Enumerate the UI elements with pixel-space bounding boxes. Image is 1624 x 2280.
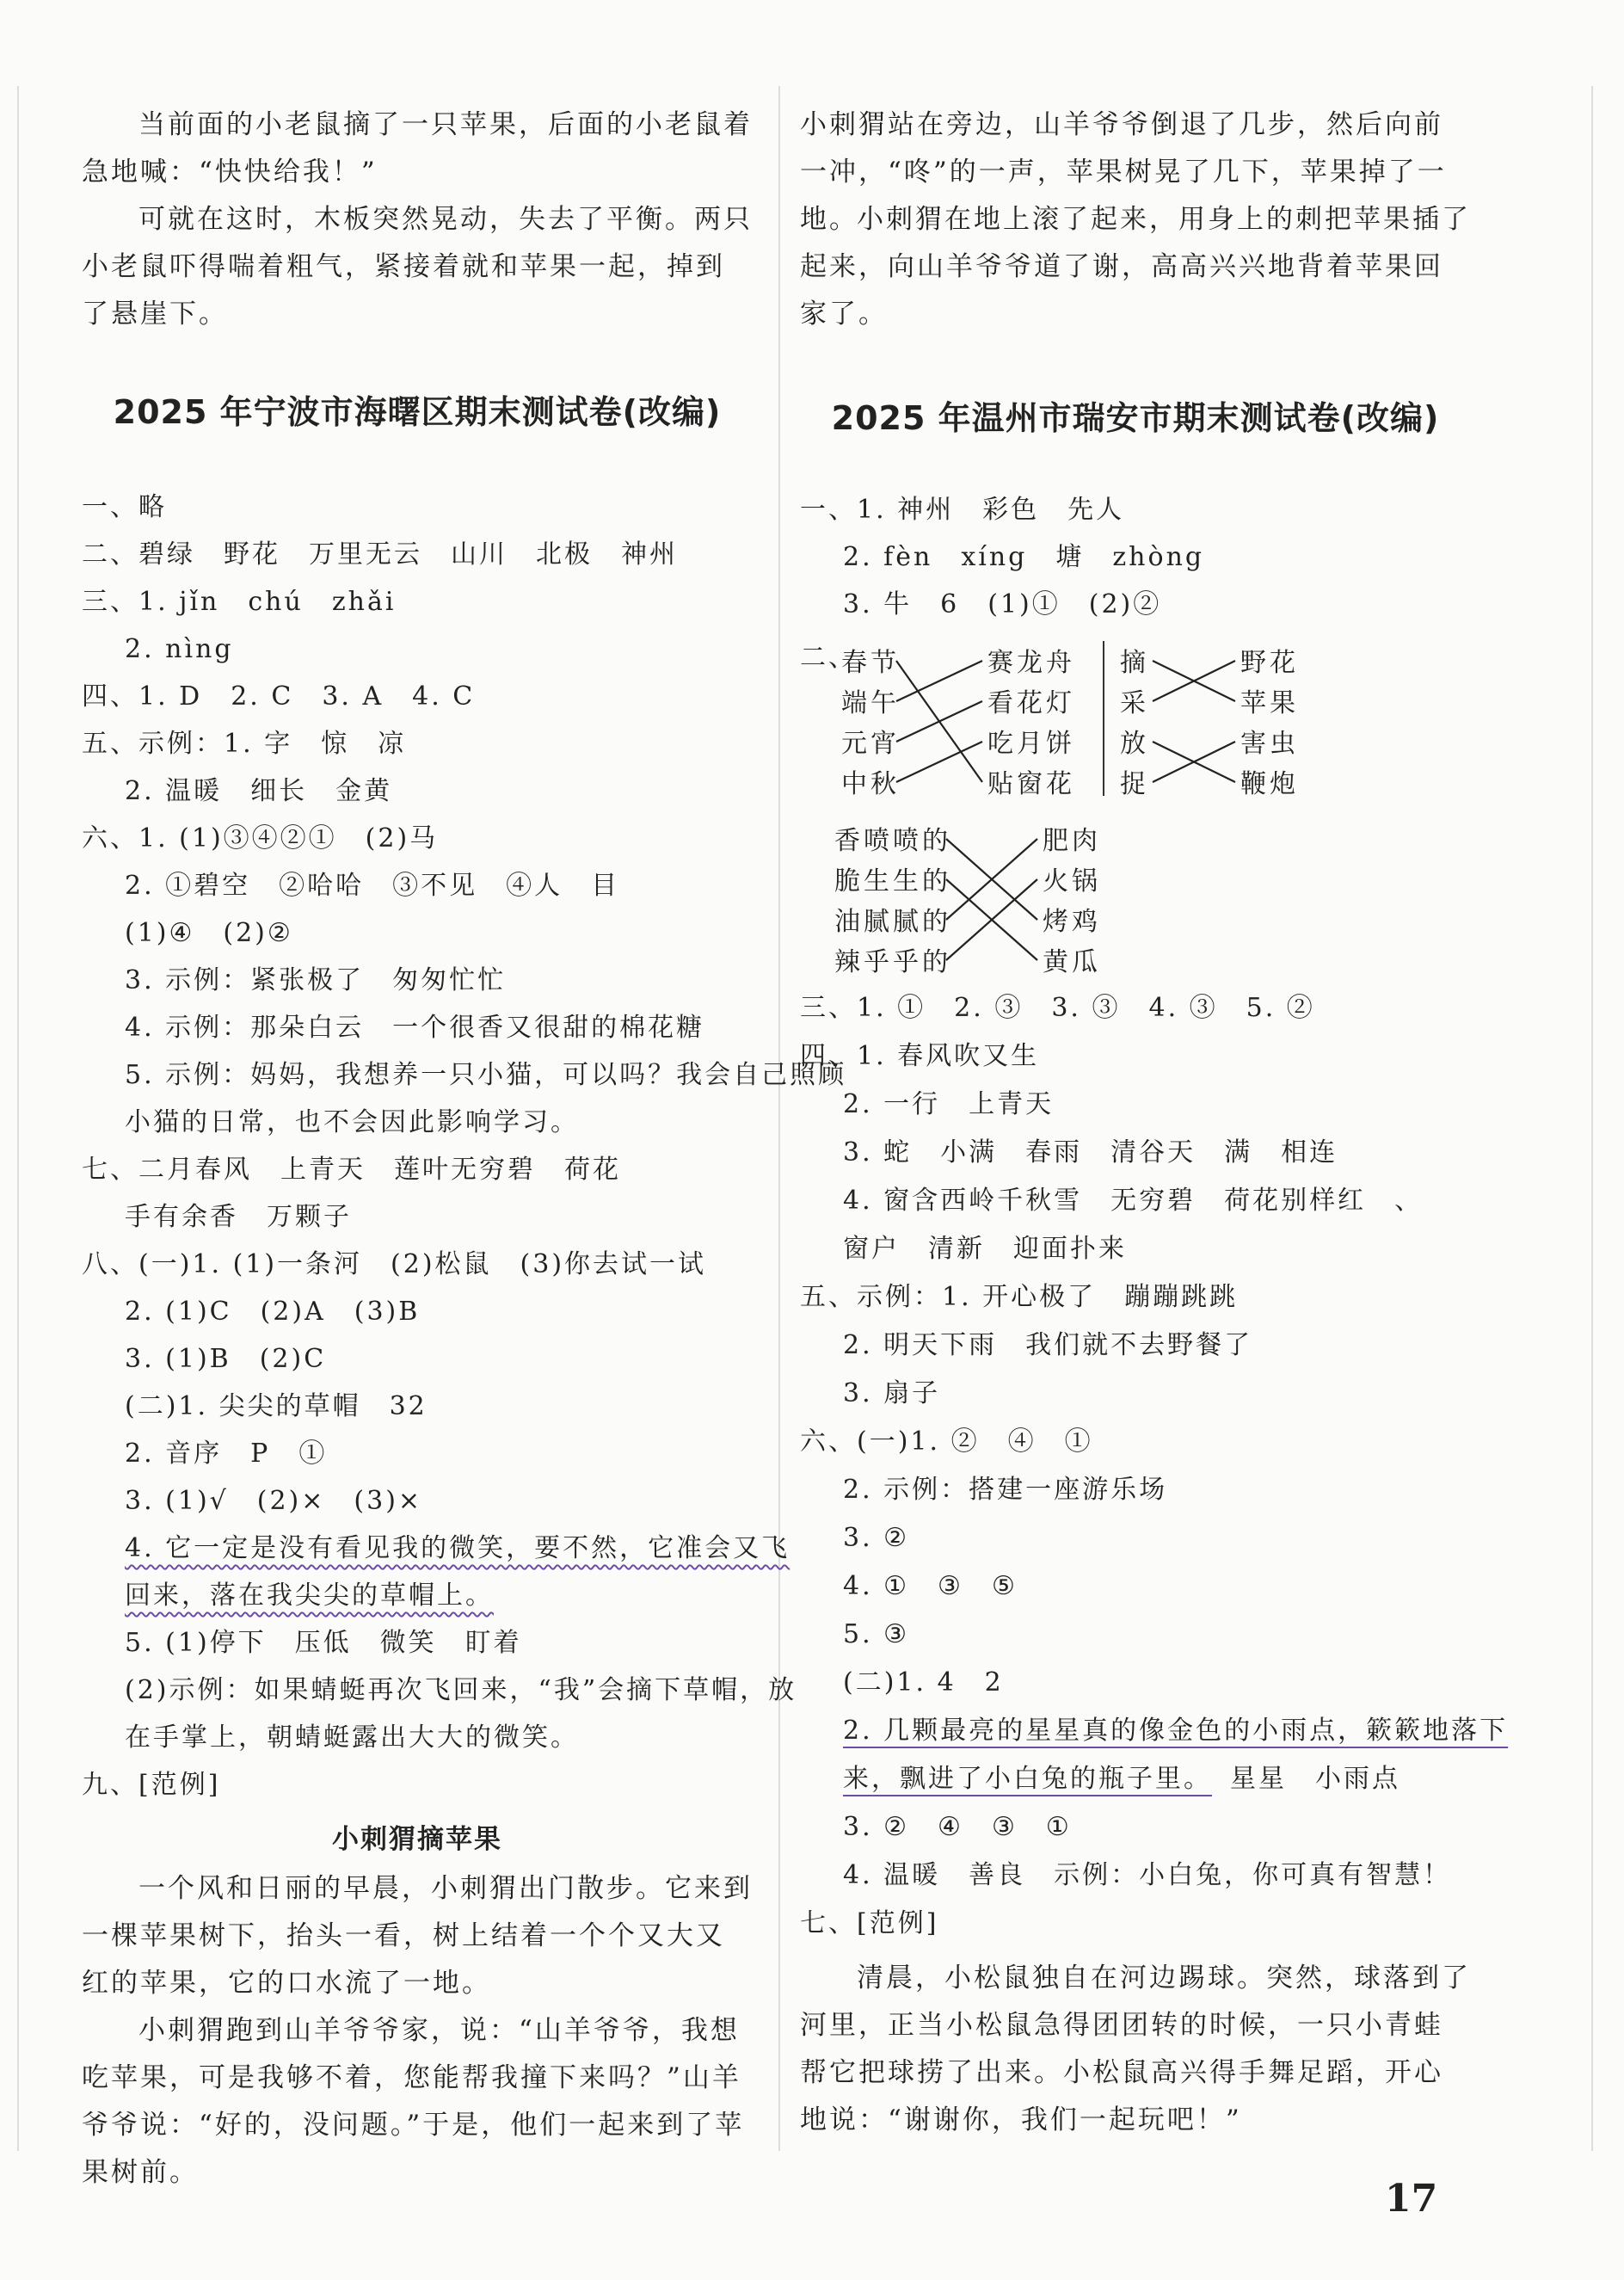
answer-line: 5. 示例：妈妈，我想养一只小猫，可以吗？我会自己照顾 [125,1060,847,1090]
match-line [896,701,982,742]
answer-line: 九、[范例] [82,1770,221,1800]
match-item: 油腻腻的 [834,907,951,937]
answer-line: 七、二月春风 上青天 莲叶无穷碧 荷花 [82,1155,621,1185]
answer-line: 4. 示例：那朵白云 一个很香又很甜的棉花糖 [125,1013,705,1043]
right-column [800,0,1509,2280]
answer-line: 八、(一)1. (1)一条河 (2)松鼠 (3)你去试一试 [82,1249,707,1279]
answer-line: 2. 明天下雨 我们就不去野餐了 [843,1330,1253,1360]
answer-line: 窗户 清新 迎面扑来 [843,1234,1127,1264]
essay-title: 小刺猬摘苹果 [332,1824,502,1855]
answer-line: 小猫的日常，也不会因此影响学习。 [125,1107,579,1137]
match-item: 香喷喷的 [834,826,951,856]
answer-line: 5. ③ [843,1619,910,1649]
answer-line: 三、1. jǐn chú zhǎi [82,587,397,617]
answer-line: (二)1. 尖尖的草帽 32 [125,1391,428,1421]
match-item: 放 [1120,729,1149,759]
answer-line: 3. (1)√ (2)× (3)× [125,1486,423,1516]
match-item: 端午 [841,688,900,718]
left-margin-rule [17,86,19,2151]
answer-line: 五、示例：1. 开心极了 蹦蹦跳跳 [800,1282,1239,1312]
answer-line: 七、[范例] [800,1908,939,1938]
answer-line: 4. 窗含西岭千秋雪 无穷碧 荷花别样红 、 [843,1186,1424,1216]
match-item: 吃月饼 [987,729,1075,759]
match-line [896,661,982,701]
match-item: 脆生生的 [834,866,951,897]
answer-line: (1)④ (2)② [125,918,293,948]
match-item: 元宵 [841,729,900,759]
answer-line: 一、1. 神州 彩色 先人 [800,495,1125,525]
section-label: 二、 [800,643,857,673]
story-paragraph: 小刺猬在地上滚了起来，用身上的刺把苹果插了起来，向山羊爷爷道了谢，高高兴兴地背着苹果回家了。 [800,204,1471,330]
underlined-answer: 4. 它一定是没有看见我的微笑，要不然，它准会又飞 [125,1533,790,1563]
answer-line: 三、1. ① 2. ③ 3. ③ 4. ③ 5. ② [800,993,1315,1023]
underlined-answer: 来，飘进了小白兔的瓶子里。 [843,1764,1212,1794]
answer-line: 3. 牛 6 (1)① (2)② [843,589,1162,619]
match-item: 害虫 [1240,729,1299,759]
match-item: 烤鸡 [1043,907,1101,937]
match-item: 捉 [1120,769,1149,799]
essay-paragraph: 清晨，小松鼠独自在河边踢球。突然，球落到了河里，正当小松鼠急得团团转的时候，一只小青蛙帮它把球捞了出来。小松鼠高兴得手舞足蹈，开心地说：“谢谢你，我们一起玩吧！” [800,1963,1471,2135]
story-paragraph: 可就在这时，木板突然晃动，失去了平衡。两只小老鼠吓得喘着粗气，紧接着就和苹果一起，掉到了悬崖下。 [82,204,753,330]
answer-line: 3. (1)B (2)C [125,1344,327,1374]
match-item: 采 [1120,688,1149,718]
story-paragraph: 小刺猬站在旁边，山羊爷爷倒退了几步，然后向前一冲，“咚”的一声，苹果树晃了几下，苹果掉了一地。 [800,109,1447,235]
answer-line: 2. fèn xíng 塘 zhòng [843,542,1205,572]
underlined-answer: 2. 几颗最亮的星星真的像金色的小雨点，簌簌地落下 [843,1716,1509,1746]
left-column [82,0,847,2280]
match-item: 肥肉 [1043,826,1101,856]
answer-line: 六、(一)1. ② ④ ① [800,1427,1093,1457]
story-paragraph: 当前面的小老鼠摘了一只苹果，后面的小老鼠着急地喊：“快快给我！” [82,109,753,188]
page-number: 17 [1385,2177,1438,2221]
answer-line: 五、示例：1. 字 惊 凉 [82,729,407,759]
essay-paragraph: 小刺猬跑到山羊爷爷家，说：“山羊爷爷，我想吃苹果，可是我够不着，您能帮我撞下来吗？”山羊爷爷说：“好的，没问题。”于是，他们一起来到了苹果树前。 [82,2015,745,2188]
answer-line: 一、略 [82,492,167,522]
match-item: 春节 [841,648,900,678]
match-item: 看花灯 [987,688,1075,718]
match-item: 贴窗花 [987,769,1075,799]
right-margin-rule [1591,86,1593,2151]
answer-line: 2. 示例：搭建一座游乐场 [843,1475,1168,1505]
answer-line: 2. 一行 上青天 [843,1089,1055,1119]
answer-line: 手有余香 万颗子 [125,1202,352,1232]
answer-line: 二、碧绿 野花 万里无云 山川 北极 神州 [82,539,678,570]
match-item: 鞭炮 [1240,769,1299,799]
answer-line: 4. 温暖 善良 示例：小白兔，你可真有智慧！ [843,1860,1452,1890]
answer-line: 星星 小雨点 [1230,1764,1400,1794]
answer-line: 3. 示例：紧张极了 匆匆忙忙 [125,965,507,995]
match-item: 苹果 [1240,688,1299,718]
answer-line: 在手掌上，朝蜻蜓露出大大的微笑。 [125,1722,579,1753]
answer-line: (2)示例：如果蜻蜓再次飞回来，“我”会摘下草帽，放 [125,1675,797,1705]
answer-line: 2. ①碧空 ②哈哈 ③不见 ④人 目 [125,871,620,901]
answer-line: 3. ② ④ ③ ① [843,1812,1072,1842]
answer-line: 四、1. 春风吹又生 [800,1041,1040,1071]
match-item: 中秋 [841,769,900,799]
answer-line: 2. 音序 P ① [125,1439,328,1469]
match-item: 摘 [1120,648,1149,678]
answer-line: 2. (1)C (2)A (3)B [125,1297,421,1327]
exam-title-wenzhou: 2025 年温州市瑞安市期末测试卷(改编) [831,399,1440,437]
match-item: 赛龙舟 [987,648,1075,678]
match-item: 黄瓜 [1043,947,1101,977]
answer-line: 3. 蛇 小满 春雨 清谷天 满 相连 [843,1137,1338,1168]
match-item: 野花 [1240,648,1299,678]
exam-title-ningbo: 2025 年宁波市海曙区期末测试卷(改编) [113,393,722,431]
answer-line: 4. ① ③ ⑤ [843,1571,1018,1601]
answer-line: 2. 温暖 细长 金黄 [125,776,393,806]
match-line [896,742,982,782]
underlined-answer: 回来，落在我尖尖的草帽上。 [125,1581,494,1611]
answer-line: 四、1. D 2. C 3. A 4. C [82,681,476,712]
match-item: 火锅 [1043,866,1101,897]
answer-line: 5. (1)停下 压低 微笑 盯着 [125,1628,522,1658]
answer-line: 3. 扇子 [843,1378,941,1408]
answer-line: 3. ② [843,1523,910,1553]
answer-line: 六、1. (1)③④②① (2)马 [82,823,439,853]
column-divider [778,86,780,2151]
essay-paragraph: 一个风和日丽的早晨，小刺猬出门散步。它来到一棵苹果树下，抬头一看，树上结着一个个又大又红的苹果，它的口水流了一地。 [82,1873,753,1999]
answer-line: 2. nìng [125,634,234,664]
answer-line: (二)1. 4 2 [843,1667,1004,1698]
match-item: 辣乎乎的 [834,947,951,977]
